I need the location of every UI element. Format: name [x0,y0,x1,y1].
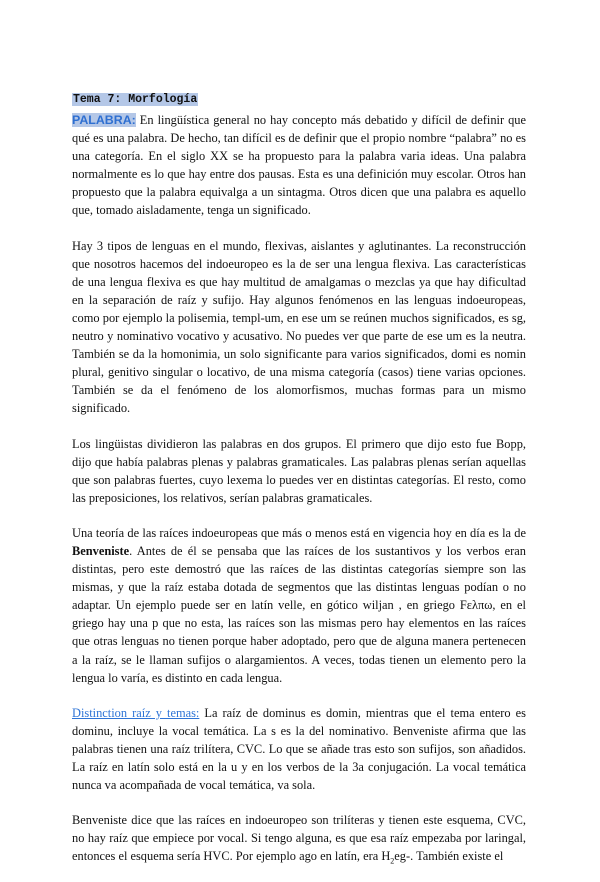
paragraph-palabra [72,111,526,220]
benveniste-bold: Benveniste [72,543,130,558]
palabra-heading: PALABRA: [72,113,136,127]
page-title [72,91,526,109]
paragraph-benveniste-before: Una teoría de las raíces indoeuropeas que más o menos está en vigencia hoy en día es la de [72,525,526,540]
paragraph-raiz-temas-text: La raíz de dominus es domin, mientras que el tema entero es dominu, incluye la vocal temática. La s es la del nominativo. Benveniste afirma que las palabras tienen una raíz trilítera, CVC. Lo que se añade tras esto son sufijos, son añadidos. La raíz en latín solo está en la u y en los verbos de la 3a conjugación. La vocal temática nunca va acompañada de vocal temática, va sola. [72,705,527,793]
paragraph-palabra-text: En lingüística general no hay concepto más debatido y difícil de definir que qué es una palabra. De hecho, tan difícil es de definir que el propio nombre “palabra” no es una categoría. En el siglo XX se ha propuesto para la palabra varia ideas. Una palabra normalmente es lo que hay entre dos pausas. Esta es una definición muy escolar. Otros han propuesto que la palabra equivalga a un sintagma. Otros dicen que una palabra es aquello que, tomado aisladamente, tenga un significado. [72,113,526,218]
paragraph-linguistas: Los lingüistas dividieron las palabras en dos grupos. El primero que dijo esto fue Bopp, dijo que había palabras plenas y palabras gramaticales. Las palabras plenas serían aquellas que son palabras fuertes, cuyo lexema lo puedes ver en distintas categorías. El resto, como las preposiciones, los relativos, serían palabras gramaticales. [72,436,526,505]
paragraph-tipos-lenguas: Hay 3 tipos de lenguas en el mundo, flexivas, aislantes y aglutinantes. La reconstrucción que nosotros hacemos del indoeuropeo es la de ser una lengua flexiva. Las características de una lengua flexiva es que hay multitud de amalgamas o mezclas ya que hay dificultad en la separación de raíz y sufijo. Hay algunos fenómenos en las lenguas indoeuropeas, como por ejemplo la polisemia, templ-um, en ese um se reúnen muchos significados, es sg, neutro y nominativo vocativo y acusativo. No puedes ver que parte de ese um es la neutra. También se da la homonimia, un solo significante para varios significados, domi es nomin plural, genitivo singular o locativo, de una misma categoría (casos) tiene varias opciones. También se da el fenómeno de los alomorfismos, muchas formas para un mismo significado. [72,238,526,416]
page-title-text: Tema 7: Morfología [73,93,198,106]
paragraph-raiz-temas [72,704,526,794]
paragraph-raices-after: eg-. También existe el [394,849,504,864]
paragraph-raices-before: Benveniste dice que las raíces en indoeuropeo son trilíteras y tienen este esquema, CVC, no hay raíz que empiece por vocal. Si tengo alguna, es que esa raíz empezaba por laringal, entonces el esquema sería HVC. Por ejemplo ago en latín, era H [72,813,526,864]
raiz-temas-link[interactable]: Distinction raíz y temas: [72,705,200,720]
paragraph-raices-triliteras [72,811,526,865]
document-page [72,91,526,882]
laringal-subscript: 2 [390,856,395,866]
paragraph-benveniste [72,524,526,687]
paragraph-benveniste-after: . Antes de él se pensaba que las raíces de los sustantivos y los verbos eran distintas, pero este demostró que las raíces de las distintas categorías siempre son las mismas, y que la raíz estaba dotada de segmentos que las distintas lenguas podían o no adaptar. Un ejemplo puede ser en latín velle, en gótico wiljan , en griego Fελπω, en el griego hay una p que no esta, las raíces son las mismas pero hay elementos en las raíces que otras lenguas no tienen porque haber adoptado, pero que de alguna manera pertenecen a la raíz, se le llaman sufijos o alargamientos. A veces, todas tienen un elemento pero la lengua lo varía, es distinto en cada lengua. [72,543,526,685]
